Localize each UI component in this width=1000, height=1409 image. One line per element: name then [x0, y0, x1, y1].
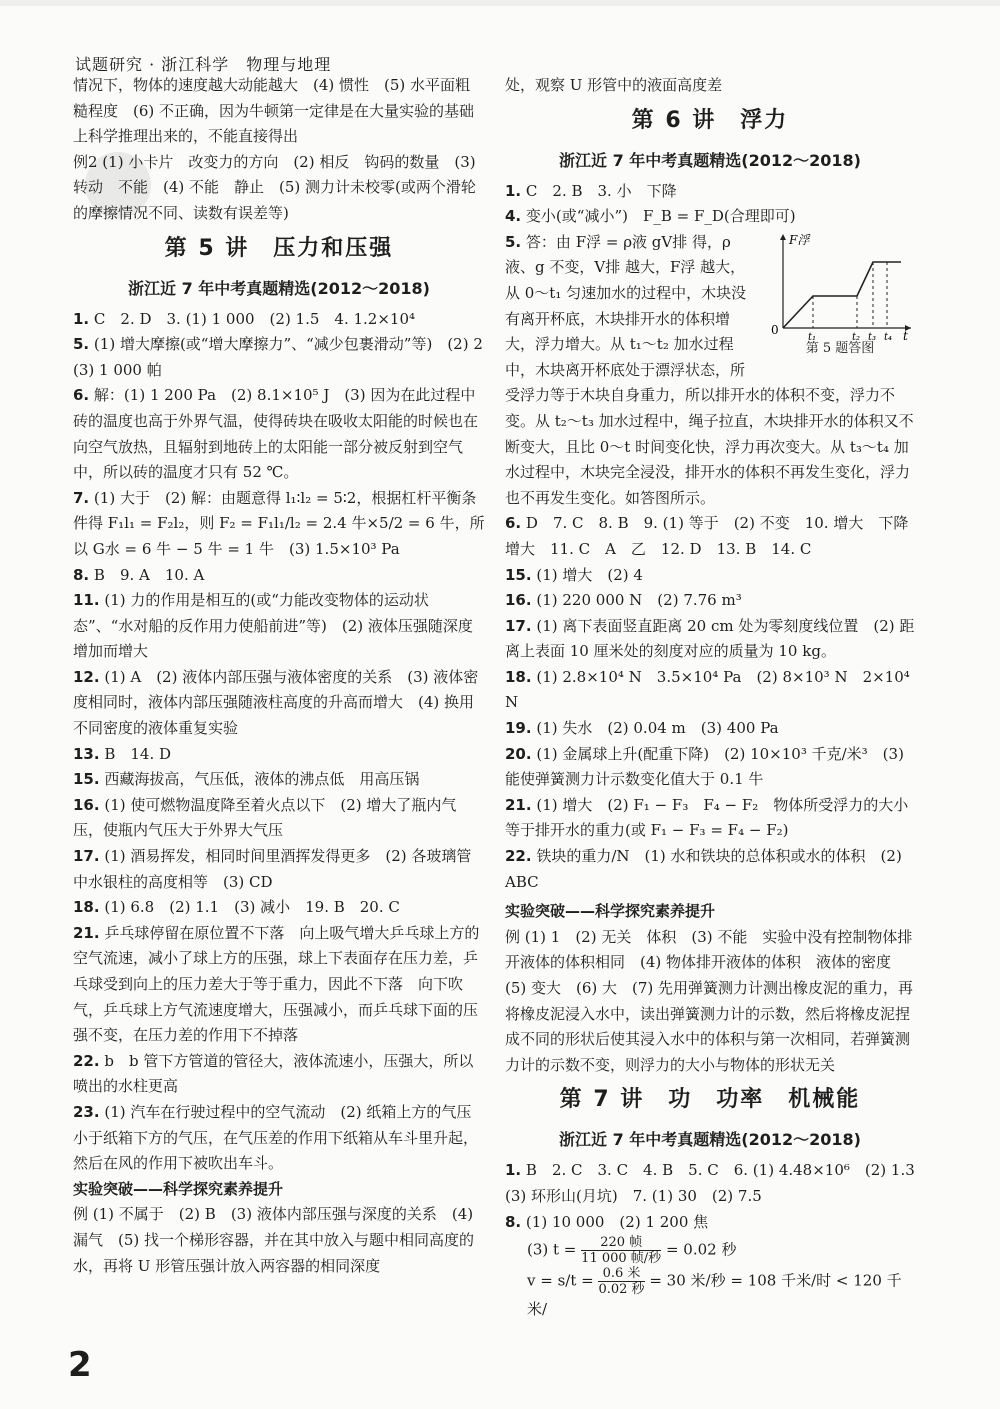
lecture-7-answers — [505, 1158, 930, 1235]
answer-number: 22. — [505, 847, 532, 866]
answer-number: 19. — [505, 719, 532, 738]
answer-number: 23. — [73, 1102, 100, 1121]
answer-item — [505, 511, 924, 562]
formula-time-denominator: 11 000 帧/秒 — [581, 1251, 662, 1267]
answer-item — [73, 767, 485, 793]
answer-text: (1) 大于 (2) 解：由题意得 l₁∶l₂ = 5∶2，根据杠杆平衡条件得 F₁l₁ = F₂l₂，则 F₂ = F₁l₁/l₂ = 2.4 牛×5/2 = 6 牛，所以 G水 = 6 牛 − 5 牛 = 1 牛 (3) 1.5×10³ Pa — [73, 488, 485, 558]
item-5-text: 答：由 F浮 = ρ液 gV排 得，ρ液、g 不变，V排 越大，F浮 越大，从 0～t₁ 匀速加水的过程中，木块没有离开杯底，木块排开水的体积增大，浮力增大。从 t₁～t₂ 加水过程中，木块离开杯底处于漂浮状态，所受浮力等于木块自身重力，所以排开水的体积不变，浮力不变。从 t₂～t₃ 加水过程中，绳子拉直，木块排开水的体积又不断变大，且比 0～t 时间变化快，浮力再次变大。从 t₃～t₄ 加水过程中，木块完全浸没，排开水的体积不再发生变化，浮力也不再发生变化。如答图所示。 — [505, 232, 914, 507]
answer-item — [505, 204, 915, 230]
answer-item — [73, 588, 485, 665]
buoyancy-curve — [783, 262, 901, 328]
answer-item — [505, 1158, 930, 1209]
formula-time — [505, 1235, 915, 1266]
left-experiment-text: 例 (1) 不属于 (2) B (3) 液体内部压强与深度的关系 (4) 漏气 (5) 找一个梯形容器，并在其中放入与题中相同高度的水，再将 U 形管压强计放入两容器的相同深度 — [73, 1205, 475, 1275]
answer-item — [505, 563, 915, 589]
answer-text: (1) 2.8×10⁴ N 3.5×10⁴ Pa (2) 8×10³ N 2×10⁴ N — [505, 667, 910, 712]
answer-item — [73, 1049, 485, 1100]
answer-item — [505, 844, 915, 895]
x-axis-label: t — [903, 328, 908, 340]
answer-number: 6. — [505, 514, 522, 533]
left-top-line-1: 情况下，物体的速度越大动能越大 (4) 惯性 (5) 水平面粗糙程度 (6) 不正确，因为牛顿第一定律是在大量实验的基础上科学推理出来的，不能直接得出 — [73, 76, 475, 146]
answer-number: 18. — [505, 667, 532, 686]
answer-item — [73, 895, 485, 921]
lecture-6-answers-b — [505, 511, 924, 895]
answer-number: 8. — [73, 565, 90, 584]
answer-number: 18. — [73, 898, 100, 917]
answer-item — [73, 332, 498, 383]
answer-text: (1) 汽车在行驶过程中的空气流动 (2) 纸箱上方的气压小于纸箱下方的气压，在气压差的作用下纸箱从车斗里升起，然后在风的作用下被吹出车斗。 — [73, 1102, 479, 1173]
answer-item — [505, 742, 915, 793]
lecture-7-subtitle: 浙江近 7 年中考真题精选(2012～2018) — [559, 1130, 861, 1150]
page-number: 2 — [68, 1345, 92, 1385]
tick-t4: t₄ — [884, 331, 893, 340]
answer-item — [505, 716, 915, 742]
lecture-7-title: 第 7 讲 功 功率 机械能 — [559, 1087, 861, 1113]
answer-item — [505, 1210, 915, 1236]
answer-item — [73, 742, 485, 768]
answer-text: (1) 6.8 (2) 1.1 (3) 减小 19. B 20. C — [104, 898, 400, 917]
formula-speed-result: = 30 米/秒 = 108 千米/时 < 120 千米/ — [527, 1271, 902, 1319]
page-header: 试题研究 · 浙江科学 物理与地理 — [75, 55, 332, 74]
answer-text: 西藏海拔高，气压低，液体的沸点低 用高压锅 — [104, 770, 420, 789]
answer-text: 解：(1) 1 200 Pa (2) 8.1×10⁵ J (3) 因为在此过程中砖的温度也高于外界气温，使得砖块在吸收太阳能的时候也在向空气放热，且辐射到地砖上的太阳能一部分被反射到空气中，所以砖的温度才只有 52 ℃。 — [73, 386, 479, 482]
answer-item — [505, 665, 915, 716]
lecture-6-title: 第 6 讲 浮力 — [631, 107, 789, 133]
tick-t3: t₃ — [868, 331, 877, 340]
lecture-6-answers-a — [505, 179, 915, 230]
answer-number: 16. — [505, 591, 532, 610]
answer-text: 变小(或“减小”) F_B = F_D(合理即可) — [525, 207, 796, 226]
answer-item — [505, 793, 915, 844]
origin-label: 0 — [771, 322, 779, 337]
right-experiment-title: 实验突破——科学探究素养提升 — [505, 902, 716, 921]
answer-number: 7. — [73, 488, 90, 507]
answer-number: 13. — [73, 744, 100, 763]
right-experiment-text: 例 (1) 1 (2) 无关 体积 (3) 不能 实验中没有控制物体排开液体的体积相同 (4) 物体排开液体的体积 液体的密度 (5) 变大 (6) 大 (7) 先用弹簧测力计测出橡皮泥的重力，再将橡皮泥浸入水中，读出弹簧测力计的示数，然后将橡皮泥捏成不同的形状后使其浸入水中的体积与第一次相同，若弹簧测力计的示数不变，则浮力的大小与物体的形状无关 — [505, 927, 914, 1074]
lecture-5-title: 第 5 讲 压力和压强 — [164, 235, 394, 261]
formula-time-result: = 0.02 秒 — [665, 1240, 737, 1259]
answer-item — [73, 793, 485, 844]
answer-text: b b 管下方管道的管径大，液体流速小，压强大，所以喷出的水柱更高 — [73, 1051, 474, 1096]
answer-item — [505, 588, 915, 614]
answer-text: 铁块的重力/N (1) 水和铁块的总体积或水的体积 (2) ABC — [505, 847, 902, 891]
answer-number: 1. — [505, 1161, 522, 1180]
lecture-6-subtitle: 浙江近 7 年中考真题精选(2012～2018) — [559, 150, 861, 170]
answer-item — [73, 307, 485, 333]
answer-text: (1) 离下表面竖直距离 20 cm 处为零刻度线位置 (2) 距离上表面 10 厘米处的刻度对应的质量为 10 kg。 — [505, 616, 915, 661]
answer-text: B 9. A 10. A — [93, 565, 205, 584]
formula-speed-prefix: v = s/t = — [527, 1271, 594, 1290]
answer-item — [505, 179, 915, 205]
y-axis-label: F浮 — [789, 232, 810, 247]
left-top-line-2: 例2 (1) 小卡片 改变力的方向 (2) 相反 钩码的数量 (3) 转动 不能 (4) 不能 静止 (5) 测力计未校零(或两个滑轮的摩擦情况不同、读数有误差等) — [73, 152, 476, 222]
formula-speed — [505, 1266, 915, 1323]
answer-item — [73, 665, 485, 742]
answer-number: 21. — [73, 923, 100, 942]
answer-text: (1) A (2) 液体内部压强与液体密度的关系 (3) 液体密度相同时，液体内部压强随液柱高度的升高而增大 (4) 换用不同密度的液体重复实验 — [73, 667, 479, 738]
answer-item — [73, 921, 485, 1049]
answer-item — [73, 844, 485, 895]
answer-number: 8. — [505, 1212, 522, 1231]
answer-text: (1) 增大摩擦(或“增大摩擦力”、“减少包裹滑动”等) (2) 2 (3) 1 000 帕 — [73, 335, 498, 379]
formula-time-fraction — [581, 1235, 661, 1266]
answer-text: B 2. C 3. C 4. B 5. C 6. (1) 4.48×10⁶ (2) 1.3 (3) 环形山(月坑) 7. (1) 30 (2) 7.5 — [505, 1161, 930, 1205]
answer-text: (1) 金属球上升(配重下降) (2) 10×10³ 千克/米³ (3) 能使弹簧测力计示数变化值大于 0.1 牛 — [505, 744, 904, 789]
answer-text: (1) 增大 (2) 4 — [536, 565, 643, 584]
formula-speed-denominator: 0.02 秒 — [598, 1282, 645, 1298]
answer-number: 21. — [505, 795, 532, 814]
answer-text: (1) 增大 (2) F₁ − F₃ F₄ − F₂ 物体所受浮力的大小等于排开水的重力(或 F₁ − F₃ = F₄ − F₂) — [505, 795, 909, 840]
item-5 — [505, 230, 915, 512]
answer-item — [73, 1100, 485, 1177]
answer-number: 5. — [73, 335, 90, 354]
buoyancy-graph-svg — [765, 230, 915, 340]
answer-item — [505, 614, 915, 665]
answer-text: 乒乓球停留在原位置不下落 向上吸气增大乒乓球上方的空气流速，减小了球上方的压强，球上下表面存在压力差，乒乓球受到向上的压力差大于等于重力，因此不下落 向下吹气，乒乓球上方气流速度增大，压强减小，而乒乓球下面的压强不变，在压力差的作用下不掉落 — [73, 923, 480, 1045]
formula-time-prefix: (3) t = — [527, 1240, 577, 1259]
lecture-5-answers — [73, 307, 498, 1177]
buoyancy-graph — [765, 230, 915, 358]
formula-time-numerator: 220 帧 — [600, 1235, 643, 1251]
answer-text: (1) 失水 (2) 0.04 m (3) 400 Pa — [536, 719, 779, 738]
answer-number: 17. — [73, 847, 100, 866]
answer-text: C 2. B 3. 小 下降 — [525, 181, 677, 200]
answer-text: (1) 力的作用是相互的(或“力能改变物体的运动状态”、“水对船的反作用力使船前进”等) (2) 液体压强随深度增加而增大 — [73, 591, 473, 661]
right-top-line: 处，观察 U 形管中的液面高度差 — [505, 76, 723, 94]
item-5-number: 5. — [505, 232, 522, 251]
formula-speed-fraction — [598, 1266, 644, 1297]
answer-text: D 7. C 8. B 9. (1) 等于 (2) 不变 10. 增大 下降 增大 11. C A 乙 12. D 13. B 14. C — [505, 514, 924, 558]
left-column — [73, 73, 498, 1279]
answer-number: 16. — [73, 795, 100, 814]
answer-number: 11. — [73, 591, 100, 610]
answer-number: 12. — [73, 667, 100, 686]
graph-caption: 第 5 题答图 — [805, 340, 875, 356]
answer-text: C 2. D 3. (1) 1 000 (2) 1.5 4. 1.2×10⁴ — [93, 309, 416, 328]
answer-text: (1) 酒易挥发，相同时间里酒挥发得更多 (2) 各玻璃管中水银柱的高度相等 (3) CD — [73, 847, 472, 891]
answer-number: 20. — [505, 744, 532, 763]
answer-number: 1. — [73, 309, 90, 328]
answer-text: (1) 10 000 (2) 1 200 焦 — [525, 1212, 709, 1231]
left-experiment-title: 实验突破——科学探究素养提升 — [73, 1179, 284, 1198]
answer-number: 6. — [73, 386, 90, 405]
top-edge — [0, 0, 1000, 6]
right-column — [505, 73, 930, 1323]
lecture-5-subtitle: 浙江近 7 年中考真题精选(2012～2018) — [128, 278, 430, 298]
formula-speed-numerator: 0.6 米 — [602, 1266, 641, 1282]
answer-number: 1. — [505, 181, 522, 200]
answer-text: (1) 使可燃物温度降至着火点以下 (2) 增大了瓶内气压，使瓶内气压大于外界大气压 — [73, 795, 457, 840]
tick-t2: t₂ — [852, 331, 861, 340]
answer-number: 17. — [505, 616, 532, 635]
y-axis-arrow — [780, 234, 786, 240]
answer-item — [73, 486, 485, 563]
answer-number: 22. — [73, 1051, 100, 1070]
answer-number: 15. — [73, 770, 100, 789]
answer-number: 15. — [505, 565, 532, 584]
answer-item — [73, 563, 485, 589]
answer-item — [73, 383, 485, 485]
answer-text: B 14. D — [104, 744, 172, 763]
answer-text: (1) 220 000 N (2) 7.76 m³ — [536, 591, 742, 610]
answer-number: 4. — [505, 207, 522, 226]
tick-t1: t₁ — [808, 331, 817, 340]
